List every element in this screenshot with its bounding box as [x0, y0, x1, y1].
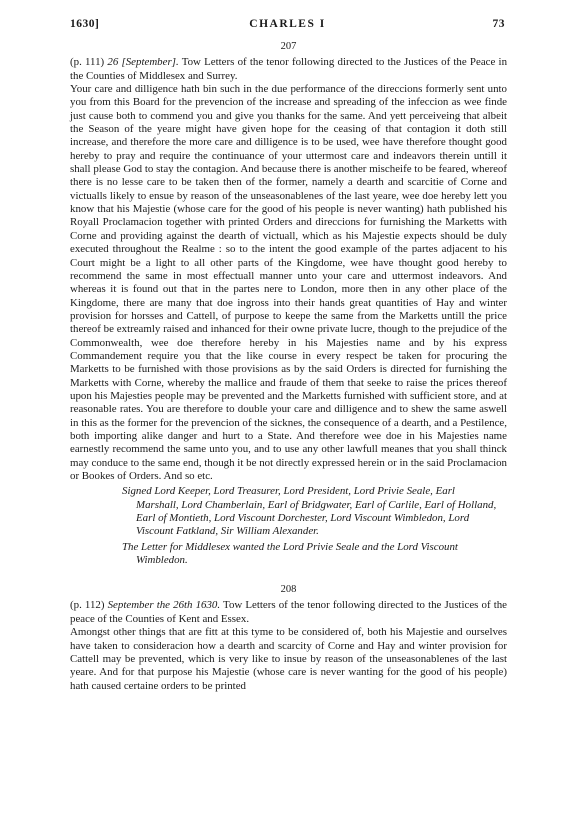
header-year: 1630]	[70, 18, 100, 30]
entry-intro-2	[70, 599, 507, 626]
entry-date-2: September the 26th 1630.	[107, 599, 221, 612]
signatories-rest: Marshall, Lord Chamberlain, Earl of Bridgwater, Earl of Carlile, Earl of Holland, Earl of Montieth, Lord Viscount Dorchester, Lord Viscount Wimbledon, Lord Viscount Fatkland, Sir William Alexander.	[136, 498, 497, 538]
note-first-line: The Letter for Middlesex wanted the Lord Privie Seale and the Lord Viscount	[122, 540, 458, 553]
entry-intro-text: Tow Letters of the tenor following directed to the Justices of the Peace in the Counties of Middlesex and Surrey.	[70, 56, 508, 82]
entry-intro	[70, 56, 507, 83]
signatories	[122, 485, 507, 538]
header-title: CHARLES I	[249, 18, 326, 30]
letter-text: Your care and dilligence hath bin such in the due performance of the direccions formerly sent unto you from this Board for the prevencion of the increase and spreading of the infeccion as wee finde just cause both to commend you and give you thanks for the same. And yett perceiveing that albeit the Season of the yeare might have given hope for the ceasing of that contagion it doth still increase, and therefore the more care and dilligence is to be used, wee have therefore thought good hereby to pray and require the continuance of your uttermost care and indeavors therein untill it shall please God to stay the contagion. And because there is another mischeife to be feared, whereof there is no lesse care to be taken then of the former, namely a dearth and scarcitie of Corne and victualls likely to ensue by reason of the unseasonablenes of the last yeare, wee doe hereby lett you know that his Majestie (whose care for the good of his people is never wanting) hath published his Royall Proclamacion together with printed Orders and direccions for furnishing the Marketts with Corne and providing against the dearth of victuall, which as his Majestie expects should be duly executed throughout the Realme : so to the intent the good example of the partes adjacent to his Court might be a light to all other parts of the Kingdome, wee have thought good hereby to recommend the same in most effectuall manner unto your care and uttermost indeavors. And whereas it is found out that in the partes nere to London, more then in any other place of the Kingdome, there are many that doe ingross into their hands great quantities of Hay and winter provision for horsses and Cattell, of purpose to keepe the same from the Marketts untill the price thereof be extreamly raised and inhanced for their owne private lucre, though to the prejudice of the Commonwealth, wee doe therefore hereby in his Majesties name and by his express Commandement require you that the like course in every respect be taken for procuring the Marketts to be furnished with those provisions as by the said Orders is directed for furnishing the Marketts with Corne, whereby the mallice and fraude of them that seeke to raise the prices thereof upon his Majesties people may be prevented and the Marketts furnished with sufficient store, and at reasonable rates. You are therefore to double your care and dilligence and to shew the same aswell in this as the former for the prevencion of the sicknes, the consequence of a dearth, and a Pestilence, both importing alike danger and hurt to a State. And therefore wee doe in his Majesties name earnestly recommend the same unto you, and to use any other lawfull meanes that you shall thinck may conduce to the same end, though it be not directly expressed herein or in the said Proclamacion or Bookes of Orders. And so etc.	[70, 83, 507, 482]
page-body	[70, 40, 507, 693]
entry-ref-2: (p. 112)	[70, 599, 105, 612]
header-page-number: 73	[492, 18, 505, 30]
entry-number-2: 208	[280, 584, 297, 596]
editorial-note	[122, 541, 507, 568]
running-header	[70, 18, 505, 34]
letter-text-2: Amongst other things that are fitt at this tyme to be considered of, both his Majestie and ourselves have taken to consideracion how a dearth and scarcity of Corne and Hay and winter provision for Cattell may be prevented, which is very like to insue by reason of the unseasonablenes of the last yeare. And for that purpose his Majestie (whose care is never wanting for the good of his people) hath caused certaine orders to be printed	[70, 626, 507, 692]
entry-intro-text-2: Tow Letters of the tenor following directed to the Justices of the peace of the Counties of Kent and Essex.	[70, 599, 508, 625]
entry-ref: (p. 111)	[70, 56, 105, 69]
entry-date: 26 [September].	[107, 56, 179, 69]
note-rest: Wimbledon.	[136, 553, 188, 566]
signatories-first-line: Signed Lord Keeper, Lord Treasurer, Lord President, Lord Privie Seale, Earl	[122, 485, 455, 498]
entry-number: 207	[280, 41, 297, 52]
